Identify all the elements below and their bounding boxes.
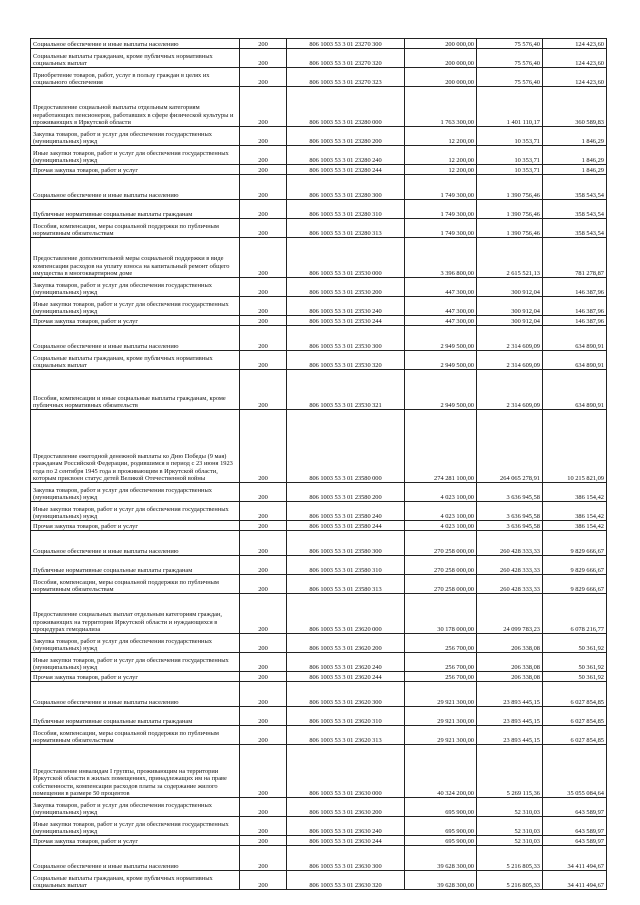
- table-row: [31, 370, 607, 410]
- budget-classification-code: 806 1003 53 3 01 23280 300: [287, 175, 405, 200]
- table-row: [31, 127, 607, 146]
- approved-amount: 447 300,00: [405, 297, 477, 316]
- table-row: [31, 653, 607, 672]
- line-item-name: Социальное обеспечение и иные выплаты населению: [31, 682, 240, 707]
- unexecuted-amount: 9 829 666,67: [543, 575, 607, 594]
- line-code-cell: 200: [240, 594, 287, 634]
- approved-amount: 40 324 200,00: [405, 745, 477, 798]
- approved-amount: 200 000,00: [405, 49, 477, 68]
- unexecuted-amount: 386 154,42: [543, 483, 607, 502]
- table-row: [31, 278, 607, 297]
- executed-amount: 75 576,40: [477, 68, 543, 87]
- budget-classification-code: 806 1003 53 3 01 23530 320: [287, 351, 405, 370]
- table-row: [31, 745, 607, 798]
- line-item-name: Предоставление социальной выплаты отдельным категориям неработающих пенсионеров, работавших в сфере физической культуры и проживающих в Иркутской области: [31, 87, 240, 127]
- line-item-name: Социальное обеспечение и иные выплаты населению: [31, 846, 240, 871]
- budget-classification-code: 806 1003 53 3 01 23580 310: [287, 556, 405, 575]
- unexecuted-amount: 50 361,92: [543, 634, 607, 653]
- line-code-cell: 200: [240, 87, 287, 127]
- line-code-cell: 200: [240, 146, 287, 165]
- line-code-cell: 200: [240, 297, 287, 316]
- table-row: [31, 238, 607, 278]
- line-item-name: Приобретение товаров, работ, услуг в пользу граждан в целях их социального обеспечения: [31, 68, 240, 87]
- table-row: [31, 483, 607, 502]
- approved-amount: 270 258 000,00: [405, 575, 477, 594]
- executed-amount: 2 615 521,13: [477, 238, 543, 278]
- approved-amount: 29 921 300,00: [405, 682, 477, 707]
- budget-classification-code: 806 1003 53 3 01 23630 000: [287, 745, 405, 798]
- executed-amount: 300 912,04: [477, 297, 543, 316]
- executed-amount: 24 099 783,23: [477, 594, 543, 634]
- unexecuted-amount: 358 543,54: [543, 175, 607, 200]
- unexecuted-amount: 124 423,60: [543, 39, 607, 49]
- approved-amount: 4 023 100,00: [405, 521, 477, 531]
- unexecuted-amount: 360 589,83: [543, 87, 607, 127]
- approved-amount: 4 023 100,00: [405, 483, 477, 502]
- line-code-cell: 200: [240, 502, 287, 521]
- line-item-name: Иные закупки товаров, работ и услуг для обеспечения государственных (муниципальных) нужд: [31, 817, 240, 836]
- executed-amount: 3 636 945,58: [477, 521, 543, 531]
- table-row: [31, 836, 607, 846]
- line-item-name: Иные закупки товаров, работ и услуг для обеспечения государственных (муниципальных) нужд: [31, 653, 240, 672]
- table-row: [31, 682, 607, 707]
- table-row: [31, 39, 607, 49]
- budget-classification-code: 806 1003 53 3 01 23620 310: [287, 707, 405, 726]
- table-row: [31, 351, 607, 370]
- budget-classification-code: 806 1003 53 3 01 23580 300: [287, 531, 405, 556]
- table-row: [31, 326, 607, 351]
- table-row: [31, 502, 607, 521]
- unexecuted-amount: 358 543,54: [543, 200, 607, 219]
- table-row: [31, 200, 607, 219]
- line-code-cell: 200: [240, 68, 287, 87]
- approved-amount: 270 258 000,00: [405, 531, 477, 556]
- executed-amount: 52 310,03: [477, 817, 543, 836]
- line-code-cell: 200: [240, 370, 287, 410]
- table-row: [31, 798, 607, 817]
- line-item-name: Предоставление инвалидам I группы, проживающим на территории Иркутской области в жилых помещениях, принадлежащих им на праве собственности, компенсации расходов платы за содержание жилого помещения в размере 50 процентов: [31, 745, 240, 798]
- budget-classification-code: 806 1003 53 3 01 23530 300: [287, 326, 405, 351]
- executed-amount: 5 216 805,33: [477, 871, 543, 890]
- executed-amount: 1 390 756,46: [477, 200, 543, 219]
- budget-classification-code: 806 1003 53 3 01 23530 240: [287, 297, 405, 316]
- line-code-cell: 200: [240, 575, 287, 594]
- executed-amount: 23 893 445,15: [477, 707, 543, 726]
- approved-amount: 2 949 500,00: [405, 351, 477, 370]
- budget-classification-code: 806 1003 53 3 01 23530 000: [287, 238, 405, 278]
- approved-amount: 3 396 800,00: [405, 238, 477, 278]
- executed-amount: 52 310,03: [477, 798, 543, 817]
- table-row: [31, 846, 607, 871]
- approved-amount: 39 628 300,00: [405, 871, 477, 890]
- budget-classification-code: 806 1003 53 3 01 23530 321: [287, 370, 405, 410]
- budget-classification-code: 806 1003 53 3 01 23580 313: [287, 575, 405, 594]
- executed-amount: 1 401 110,17: [477, 87, 543, 127]
- budget-execution-table: [30, 38, 607, 890]
- line-item-name: Социальные выплаты гражданам, кроме публичных нормативных социальных выплат: [31, 49, 240, 68]
- line-code-cell: 200: [240, 219, 287, 238]
- table-row: [31, 68, 607, 87]
- line-item-name: Социальные выплаты гражданам, кроме публичных нормативных социальных выплат: [31, 871, 240, 890]
- line-item-name: Прочая закупка товаров, работ и услуг: [31, 316, 240, 326]
- line-code-cell: 200: [240, 165, 287, 175]
- executed-amount: 206 338,08: [477, 672, 543, 682]
- line-item-name: Предоставление дополнительной меры социальной поддержки в виде компенсации расходов на уплату взноса на капитальный ремонт общего имущества в многоквартирном доме: [31, 238, 240, 278]
- unexecuted-amount: 6 027 854,85: [543, 682, 607, 707]
- line-code-cell: 200: [240, 556, 287, 575]
- executed-amount: 52 310,03: [477, 836, 543, 846]
- budget-classification-code: 806 1003 53 3 01 23630 244: [287, 836, 405, 846]
- line-item-name: Социальное обеспечение и иные выплаты населению: [31, 175, 240, 200]
- line-code-cell: 200: [240, 836, 287, 846]
- executed-amount: 5 216 805,33: [477, 846, 543, 871]
- executed-amount: 10 353,71: [477, 127, 543, 146]
- line-item-name: Пособия, компенсации и иные социальные выплаты гражданам, кроме публичных нормативных обязательств: [31, 370, 240, 410]
- table-body: [31, 39, 607, 890]
- line-item-name: Публичные нормативные социальные выплаты гражданам: [31, 707, 240, 726]
- line-code-cell: 200: [240, 49, 287, 68]
- approved-amount: 39 628 300,00: [405, 846, 477, 871]
- table-row: [31, 531, 607, 556]
- unexecuted-amount: 643 589,97: [543, 817, 607, 836]
- unexecuted-amount: 634 890,91: [543, 326, 607, 351]
- budget-classification-code: 806 1003 53 3 01 23530 200: [287, 278, 405, 297]
- executed-amount: 2 314 609,09: [477, 326, 543, 351]
- approved-amount: 1 763 300,00: [405, 87, 477, 127]
- budget-classification-code: 806 1003 53 3 01 23580 000: [287, 410, 405, 483]
- unexecuted-amount: 1 846,29: [543, 165, 607, 175]
- unexecuted-amount: 10 215 821,09: [543, 410, 607, 483]
- table-row: [31, 297, 607, 316]
- budget-classification-code: 806 1003 53 3 01 23630 320: [287, 871, 405, 890]
- unexecuted-amount: 1 846,29: [543, 146, 607, 165]
- line-code-cell: 200: [240, 707, 287, 726]
- line-item-name: Прочая закупка товаров, работ и услуг: [31, 165, 240, 175]
- budget-classification-code: 806 1003 53 3 01 23620 240: [287, 653, 405, 672]
- executed-amount: 300 912,04: [477, 278, 543, 297]
- line-item-name: Закупка товаров, работ и услуг для обеспечения государственных (муниципальных) нужд: [31, 634, 240, 653]
- budget-classification-code: 806 1003 53 3 01 23270 320: [287, 49, 405, 68]
- unexecuted-amount: 634 890,91: [543, 370, 607, 410]
- budget-classification-code: 806 1003 53 3 01 23270 323: [287, 68, 405, 87]
- table-row: [31, 726, 607, 745]
- unexecuted-amount: 6 078 216,77: [543, 594, 607, 634]
- budget-classification-code: 806 1003 53 3 01 23630 240: [287, 817, 405, 836]
- executed-amount: 260 428 333,33: [477, 556, 543, 575]
- line-code-cell: 200: [240, 175, 287, 200]
- executed-amount: 3 636 945,58: [477, 502, 543, 521]
- unexecuted-amount: 1 846,29: [543, 127, 607, 146]
- line-item-name: Пособия, компенсации, меры социальной поддержки по публичным нормативным обязательствам: [31, 575, 240, 594]
- executed-amount: 2 314 609,09: [477, 351, 543, 370]
- executed-amount: 3 636 945,58: [477, 483, 543, 502]
- line-code-cell: 200: [240, 798, 287, 817]
- line-code-cell: 200: [240, 326, 287, 351]
- approved-amount: 200 000,00: [405, 39, 477, 49]
- budget-classification-code: 806 1003 53 3 01 23620 300: [287, 682, 405, 707]
- table-row: [31, 165, 607, 175]
- line-code-cell: 200: [240, 726, 287, 745]
- line-item-name: Предоставление ежегодной денежной выплаты ко Дню Победы (9 мая) гражданам Российской Федерации, родившимся в период с 23 июня 1923 года по 2 сентября 1945 года и проживающим в Иркутской области, которым присвоен статус детей Великой Отечественной войны: [31, 410, 240, 483]
- approved-amount: 695 900,00: [405, 817, 477, 836]
- approved-amount: 12 200,00: [405, 146, 477, 165]
- unexecuted-amount: 634 890,91: [543, 351, 607, 370]
- line-item-name: Иные закупки товаров, работ и услуг для обеспечения государственных (муниципальных) нужд: [31, 297, 240, 316]
- unexecuted-amount: 386 154,42: [543, 502, 607, 521]
- line-code-cell: 200: [240, 682, 287, 707]
- line-code-cell: 200: [240, 653, 287, 672]
- table-row: [31, 594, 607, 634]
- table-row: [31, 316, 607, 326]
- approved-amount: 4 023 100,00: [405, 502, 477, 521]
- table-row: [31, 707, 607, 726]
- line-item-name: Социальное обеспечение и иные выплаты населению: [31, 326, 240, 351]
- line-code-cell: 200: [240, 200, 287, 219]
- budget-classification-code: 806 1003 53 3 01 23580 240: [287, 502, 405, 521]
- line-code-cell: 200: [240, 483, 287, 502]
- line-code-cell: 200: [240, 39, 287, 49]
- line-item-name: Прочая закупка товаров, работ и услуг: [31, 672, 240, 682]
- budget-classification-code: 806 1003 53 3 01 23630 200: [287, 798, 405, 817]
- unexecuted-amount: 146 387,96: [543, 316, 607, 326]
- unexecuted-amount: 358 543,54: [543, 219, 607, 238]
- executed-amount: 300 912,04: [477, 316, 543, 326]
- line-code-cell: 200: [240, 871, 287, 890]
- approved-amount: 447 300,00: [405, 316, 477, 326]
- executed-amount: 75 576,40: [477, 39, 543, 49]
- budget-classification-code: 806 1003 53 3 01 23620 313: [287, 726, 405, 745]
- line-code-cell: 200: [240, 351, 287, 370]
- report-sheet: [30, 38, 606, 890]
- line-code-cell: 200: [240, 278, 287, 297]
- budget-classification-code: 806 1003 53 3 01 23580 244: [287, 521, 405, 531]
- budget-classification-code: 806 1003 53 3 01 23620 244: [287, 672, 405, 682]
- approved-amount: 30 178 000,00: [405, 594, 477, 634]
- unexecuted-amount: 6 027 854,85: [543, 726, 607, 745]
- approved-amount: 200 000,00: [405, 68, 477, 87]
- table-row: [31, 175, 607, 200]
- unexecuted-amount: 35 055 084,64: [543, 745, 607, 798]
- approved-amount: 695 900,00: [405, 798, 477, 817]
- table-row: [31, 672, 607, 682]
- approved-amount: 447 300,00: [405, 278, 477, 297]
- budget-classification-code: 806 1003 53 3 01 23280 200: [287, 127, 405, 146]
- unexecuted-amount: 386 154,42: [543, 521, 607, 531]
- table-row: [31, 556, 607, 575]
- approved-amount: 29 921 300,00: [405, 726, 477, 745]
- executed-amount: 5 269 115,36: [477, 745, 543, 798]
- executed-amount: 260 428 333,33: [477, 531, 543, 556]
- executed-amount: 1 390 756,46: [477, 175, 543, 200]
- unexecuted-amount: 6 027 854,85: [543, 707, 607, 726]
- approved-amount: 1 749 300,00: [405, 200, 477, 219]
- line-item-name: Иные закупки товаров, работ и услуг для обеспечения государственных (муниципальных) нужд: [31, 146, 240, 165]
- line-item-name: Закупка товаров, работ и услуг для обеспечения государственных (муниципальных) нужд: [31, 798, 240, 817]
- budget-classification-code: 806 1003 53 3 01 23620 000: [287, 594, 405, 634]
- line-item-name: Публичные нормативные социальные выплаты гражданам: [31, 556, 240, 575]
- approved-amount: 270 258 000,00: [405, 556, 477, 575]
- line-code-cell: 200: [240, 127, 287, 146]
- budget-classification-code: 806 1003 53 3 01 23620 200: [287, 634, 405, 653]
- budget-classification-code: 806 1003 53 3 01 23270 300: [287, 39, 405, 49]
- line-item-name: Публичные нормативные социальные выплаты гражданам: [31, 200, 240, 219]
- line-code-cell: 200: [240, 410, 287, 483]
- line-item-name: Закупка товаров, работ и услуг для обеспечения государственных (муниципальных) нужд: [31, 127, 240, 146]
- approved-amount: 12 200,00: [405, 127, 477, 146]
- line-code-cell: 200: [240, 672, 287, 682]
- executed-amount: 23 893 445,15: [477, 682, 543, 707]
- executed-amount: 206 338,08: [477, 634, 543, 653]
- approved-amount: 695 900,00: [405, 836, 477, 846]
- line-code-cell: 200: [240, 531, 287, 556]
- approved-amount: 1 749 300,00: [405, 219, 477, 238]
- approved-amount: 29 921 300,00: [405, 707, 477, 726]
- table-row: [31, 634, 607, 653]
- approved-amount: 2 949 500,00: [405, 370, 477, 410]
- line-code-cell: 200: [240, 634, 287, 653]
- approved-amount: 274 281 100,00: [405, 410, 477, 483]
- line-item-name: Социальные выплаты гражданам, кроме публичных нормативных социальных выплат: [31, 351, 240, 370]
- line-item-name: Пособия, компенсации, меры социальной поддержки по публичным нормативным обязательствам: [31, 726, 240, 745]
- unexecuted-amount: 34 411 494,67: [543, 871, 607, 890]
- table-row: [31, 575, 607, 594]
- unexecuted-amount: 34 411 494,67: [543, 846, 607, 871]
- table-row: [31, 410, 607, 483]
- line-item-name: Прочая закупка товаров, работ и услуг: [31, 836, 240, 846]
- table-row: [31, 817, 607, 836]
- line-code-cell: 200: [240, 238, 287, 278]
- unexecuted-amount: 50 361,92: [543, 672, 607, 682]
- approved-amount: 256 700,00: [405, 653, 477, 672]
- budget-classification-code: 806 1003 53 3 01 23280 240: [287, 146, 405, 165]
- line-code-cell: 200: [240, 316, 287, 326]
- unexecuted-amount: 50 361,92: [543, 653, 607, 672]
- unexecuted-amount: 146 387,96: [543, 278, 607, 297]
- approved-amount: 256 700,00: [405, 634, 477, 653]
- budget-classification-code: 806 1003 53 3 01 23280 310: [287, 200, 405, 219]
- table-row: [31, 219, 607, 238]
- line-item-name: Социальное обеспечение и иные выплаты населению: [31, 531, 240, 556]
- budget-classification-code: 806 1003 53 3 01 23580 200: [287, 483, 405, 502]
- approved-amount: 1 749 300,00: [405, 175, 477, 200]
- approved-amount: 12 200,00: [405, 165, 477, 175]
- unexecuted-amount: 643 589,97: [543, 836, 607, 846]
- unexecuted-amount: 124 423,60: [543, 68, 607, 87]
- budget-classification-code: 806 1003 53 3 01 23280 000: [287, 87, 405, 127]
- approved-amount: 2 949 500,00: [405, 326, 477, 351]
- line-code-cell: 200: [240, 745, 287, 798]
- table-row: [31, 87, 607, 127]
- executed-amount: 1 390 756,46: [477, 219, 543, 238]
- budget-classification-code: 806 1003 53 3 01 23630 300: [287, 846, 405, 871]
- unexecuted-amount: 781 278,87: [543, 238, 607, 278]
- line-item-name: Предоставление социальных выплат отдельным категориям граждан, проживающих на территории Иркутской области и нуждающихся в процедурах гемодиализа: [31, 594, 240, 634]
- line-code-cell: 200: [240, 846, 287, 871]
- unexecuted-amount: 9 829 666,67: [543, 531, 607, 556]
- line-item-name: Закупка товаров, работ и услуг для обеспечения государственных (муниципальных) нужд: [31, 483, 240, 502]
- line-item-name: Иные закупки товаров, работ и услуг для обеспечения государственных (муниципальных) нужд: [31, 502, 240, 521]
- executed-amount: 10 353,71: [477, 146, 543, 165]
- line-code-cell: 200: [240, 521, 287, 531]
- executed-amount: 75 576,40: [477, 49, 543, 68]
- unexecuted-amount: 643 589,97: [543, 798, 607, 817]
- line-item-name: Социальное обеспечение и иные выплаты населению: [31, 39, 240, 49]
- budget-classification-code: 806 1003 53 3 01 23530 244: [287, 316, 405, 326]
- executed-amount: 2 314 609,09: [477, 370, 543, 410]
- unexecuted-amount: 124 423,60: [543, 49, 607, 68]
- budget-classification-code: 806 1003 53 3 01 23280 313: [287, 219, 405, 238]
- unexecuted-amount: 9 829 666,67: [543, 556, 607, 575]
- line-item-name: Прочая закупка товаров, работ и услуг: [31, 521, 240, 531]
- executed-amount: 260 428 333,33: [477, 575, 543, 594]
- executed-amount: 23 893 445,15: [477, 726, 543, 745]
- line-code-cell: 200: [240, 817, 287, 836]
- table-row: [31, 49, 607, 68]
- table-row: [31, 521, 607, 531]
- line-item-name: Закупка товаров, работ и услуг для обеспечения государственных (муниципальных) нужд: [31, 278, 240, 297]
- table-row: [31, 146, 607, 165]
- table-row: [31, 871, 607, 890]
- approved-amount: 256 700,00: [405, 672, 477, 682]
- line-item-name: Пособия, компенсации, меры социальной поддержки по публичным нормативным обязательствам: [31, 219, 240, 238]
- executed-amount: 10 353,71: [477, 165, 543, 175]
- executed-amount: 264 065 278,91: [477, 410, 543, 483]
- budget-classification-code: 806 1003 53 3 01 23280 244: [287, 165, 405, 175]
- executed-amount: 206 338,08: [477, 653, 543, 672]
- unexecuted-amount: 146 387,96: [543, 297, 607, 316]
